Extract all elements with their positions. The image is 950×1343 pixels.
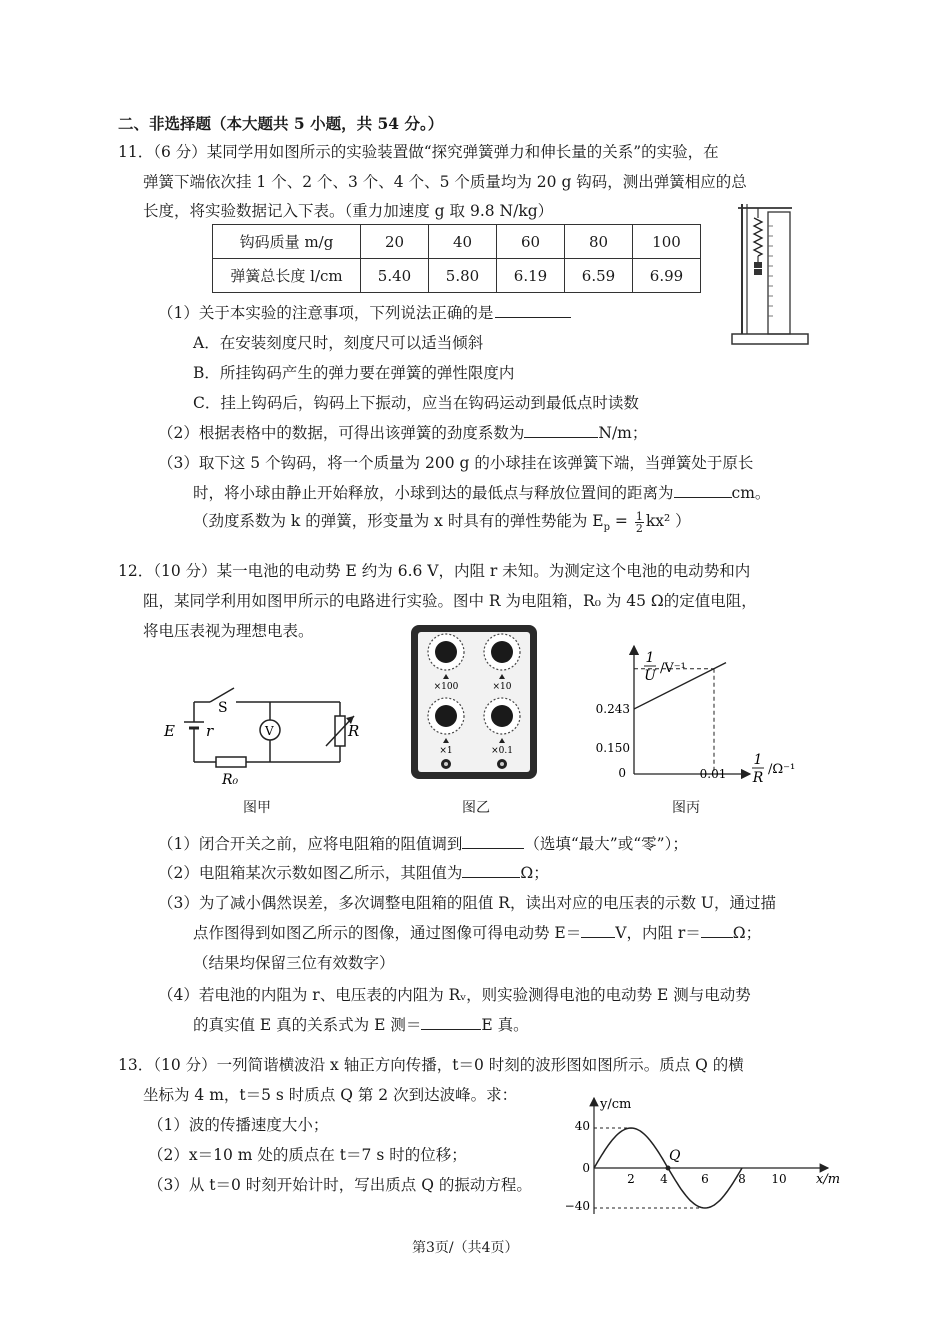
fraction-half: [635, 511, 644, 534]
dial-x1[interactable]: [428, 698, 464, 734]
table-cell: 6.59: [565, 259, 633, 293]
graph-bing: [582, 632, 822, 792]
q12-line1: 12．（10 分）某一电池的电动势 E 约为 6.6 V，内阻 r 未知。为测定这个电池的电动势和内: [118, 562, 751, 580]
table-cell: 6.99: [633, 259, 701, 293]
q12-part3-line3: （结果均保留三位有效数字）: [193, 954, 395, 972]
y-unit: /V⁻¹: [660, 661, 686, 676]
y-label-num: 1: [645, 650, 655, 666]
q13-part1: （1）波的传播速度大小；: [148, 1116, 329, 1134]
q13-part2: （2）x＝10 m 处的质点在 t＝7 s 时的位移；: [148, 1146, 467, 1164]
page-footer: 第3页/（共4页）: [412, 1240, 519, 1256]
answer-blank[interactable]: [581, 923, 615, 938]
table-cell: 5.80: [429, 259, 497, 293]
q12-part2: [158, 861, 549, 883]
table-row: [213, 259, 701, 293]
q12-part2-unit: Ω；: [520, 864, 549, 882]
q11-part2: [158, 421, 647, 443]
q11-part2-text: （2）根据表格中的数据，可得出该弹簧的劲度系数为: [158, 424, 525, 442]
dial-x0.1[interactable]: [484, 698, 520, 734]
q11-part3-note: [193, 509, 691, 534]
x-label: x/m: [816, 1172, 841, 1187]
q12-part4-line1: （4）若电池的内阻为 r、电压表的内阻为 Rᵥ，则实验测得电池的电动势 E 测与电动势: [158, 986, 751, 1004]
dial-label: ×100: [433, 682, 459, 692]
q11-part3-line1: （3）取下这 5 个钩码，将一个质量为 200 g 的小球挂在该弹簧下端，当弹簧处于原长: [158, 454, 754, 472]
frac-num: 1: [635, 509, 643, 523]
x-tick-2: 2: [627, 1172, 635, 1186]
table-header-length: 弹簧总长度 l/cm: [213, 259, 361, 293]
x-label-den: R: [752, 770, 764, 786]
y-tick-low: 0.150: [595, 741, 630, 755]
note-eq: =: [610, 512, 633, 530]
note-text-2: kx² ）: [645, 512, 691, 530]
answer-blank[interactable]: [462, 834, 524, 849]
dial-x100[interactable]: [428, 634, 464, 670]
answer-blank[interactable]: [421, 1015, 481, 1030]
table-cell: 40: [429, 225, 497, 259]
q12-line2: 阻，某同学利用如图甲所示的电路进行实验。图中 R 为电阻箱，R₀ 为 45 Ω的定值电阻，: [143, 592, 757, 610]
label-R0: R₀: [222, 772, 239, 788]
table-cell: 6.19: [497, 259, 565, 293]
section-header: 二、非选择题（本大题共 5 小题，共 54 分。）: [118, 114, 444, 133]
terminal-right[interactable]: [497, 759, 507, 769]
label-S: S: [218, 700, 228, 716]
q12-part3-line2: [193, 921, 761, 943]
q11-part3-line2: [193, 481, 770, 503]
wave-graph: [552, 1090, 848, 1220]
q12-part3-unit: Ω；: [732, 924, 762, 942]
x-tick-10: 10: [771, 1172, 787, 1186]
spring-apparatus-figure: [728, 196, 812, 352]
caption-jia: 图甲: [243, 800, 271, 816]
q11-option-c: C．挂上钩码后，钩码上下振动，应当在钩码运动到最低点时读数: [193, 394, 639, 412]
q11-part3-unit: cm。: [731, 484, 771, 502]
q11-part1: [158, 301, 571, 323]
table-cell: 60: [497, 225, 565, 259]
caption-bing: 图丙: [672, 800, 700, 816]
x-tick: 0.01: [699, 767, 727, 781]
label-V: V: [265, 724, 274, 738]
q12-part3-text-b: V，内阻 r＝: [615, 924, 701, 942]
label-r: r: [206, 722, 214, 740]
table-header-mass: 钩码质量 m/g: [213, 225, 361, 259]
dial-label: ×10: [492, 682, 512, 692]
table-cell: 80: [565, 225, 633, 259]
resistance-box-yi: [410, 624, 538, 780]
y-label-den: U: [644, 668, 656, 684]
y-tick-40: 40: [574, 1119, 590, 1133]
q13-line2: 坐标为 4 m，t＝5 s 时质点 Q 第 2 次到达波峰。求：: [143, 1086, 518, 1104]
q12-part3-line1: （3）为了减小偶然误差，多次调整电阻箱的阻值 R，读出对应的电压表的示数 U，通过描: [158, 894, 776, 912]
q13-part3: （3）从 t＝0 时刻开始计时，写出质点 Q 的振动方程。: [148, 1176, 532, 1194]
answer-blank[interactable]: [524, 423, 598, 438]
dial-x10[interactable]: [484, 634, 520, 670]
q12-line3: 将电压表视为理想电表。: [143, 622, 314, 640]
note-text: （劲度系数为 k 的弹簧，形变量为 x 时具有的弹性势能为 E: [193, 512, 604, 530]
point-Q: [666, 1166, 671, 1171]
answer-blank[interactable]: [495, 303, 571, 318]
q12-part4-text: 的真实值 E 真的关系式为 E 测＝: [193, 1016, 422, 1034]
table-cell: 5.40: [361, 259, 429, 293]
y-label: y/cm: [600, 1097, 632, 1112]
q13-line1: 13．（10 分）一列简谐横波沿 x 轴正方向传播，t＝0 时刻的波形图如图所示。质点 Q 的横: [118, 1056, 744, 1074]
frac-den: 2: [635, 521, 643, 535]
spring-data-table: [212, 224, 701, 293]
table-cell: 20: [361, 225, 429, 259]
terminal-left[interactable]: [441, 759, 451, 769]
x-tick-4: 4: [660, 1172, 668, 1186]
q11-line2: 弹簧下端依次挂 1 个、2 个、3 个、4 个、5 个质量均为 20 g 钩码，测出弹簧相应的总: [143, 173, 747, 191]
q11-option-b: B．所挂钩码产生的弹力要在弹簧的弹性限度内: [193, 364, 515, 382]
note-sub: p: [603, 522, 610, 534]
table-cell: 100: [633, 225, 701, 259]
x-tick-8: 8: [738, 1172, 746, 1186]
x-unit: /Ω⁻¹: [768, 762, 796, 777]
dial-label: ×1: [439, 746, 453, 756]
q11-part3-text: 时，将小球由静止开始释放，小球到达的最低点与释放位置间的距离为: [193, 484, 674, 502]
dial-label: ×0.1: [491, 746, 513, 756]
x-label-num: 1: [753, 752, 763, 768]
y-tick-high: 0.243: [595, 702, 630, 716]
q12-part1: [158, 832, 688, 854]
q12-part4-line2: [193, 1013, 529, 1035]
q12-part4-text-b: E 真。: [481, 1016, 529, 1034]
answer-blank[interactable]: [462, 863, 520, 878]
q11-line3: 长度，将实验数据记入下表。（重力加速度 g 取 9.8 N/kg）: [143, 202, 554, 220]
q12-part1-hint: （选填“最大”或“零”）；: [524, 835, 688, 853]
answer-blank[interactable]: [701, 923, 733, 938]
q11-option-a: A．在安装刻度尺时，刻度尺可以适当倾斜: [193, 334, 484, 352]
q11-part1-text: （1）关于本实验的注意事项，下列说法正确的是: [158, 304, 494, 322]
circuit-diagram-jia: [160, 680, 360, 790]
q12-part2-text: （2）电阻箱某次示数如图乙所示，其阻值为: [158, 864, 463, 882]
q12-part3-text: 点作图得到如图乙所示的图像，通过图像可得电动势 E＝: [193, 924, 582, 942]
answer-blank[interactable]: [674, 483, 732, 498]
origin-label: 0: [618, 766, 626, 780]
caption-yi: 图乙: [462, 800, 490, 816]
label-E: E: [164, 722, 175, 740]
y-tick-0: 0: [582, 1161, 590, 1175]
label-R: R: [348, 722, 360, 740]
q12-part1-text: （1）闭合开关之前，应将电阻箱的阻值调到: [158, 835, 463, 853]
table-row: [213, 225, 701, 259]
q11-line1: 11．（6 分）某同学用如图所示的实验装置做“探究弹簧弹力和伸长量的关系”的实验，在: [118, 143, 719, 161]
label-Q: Q: [669, 1148, 681, 1164]
x-tick-6: 6: [701, 1172, 709, 1186]
y-tick-minus40: −40: [564, 1199, 590, 1213]
q11-part2-unit: N/m；: [598, 424, 648, 442]
